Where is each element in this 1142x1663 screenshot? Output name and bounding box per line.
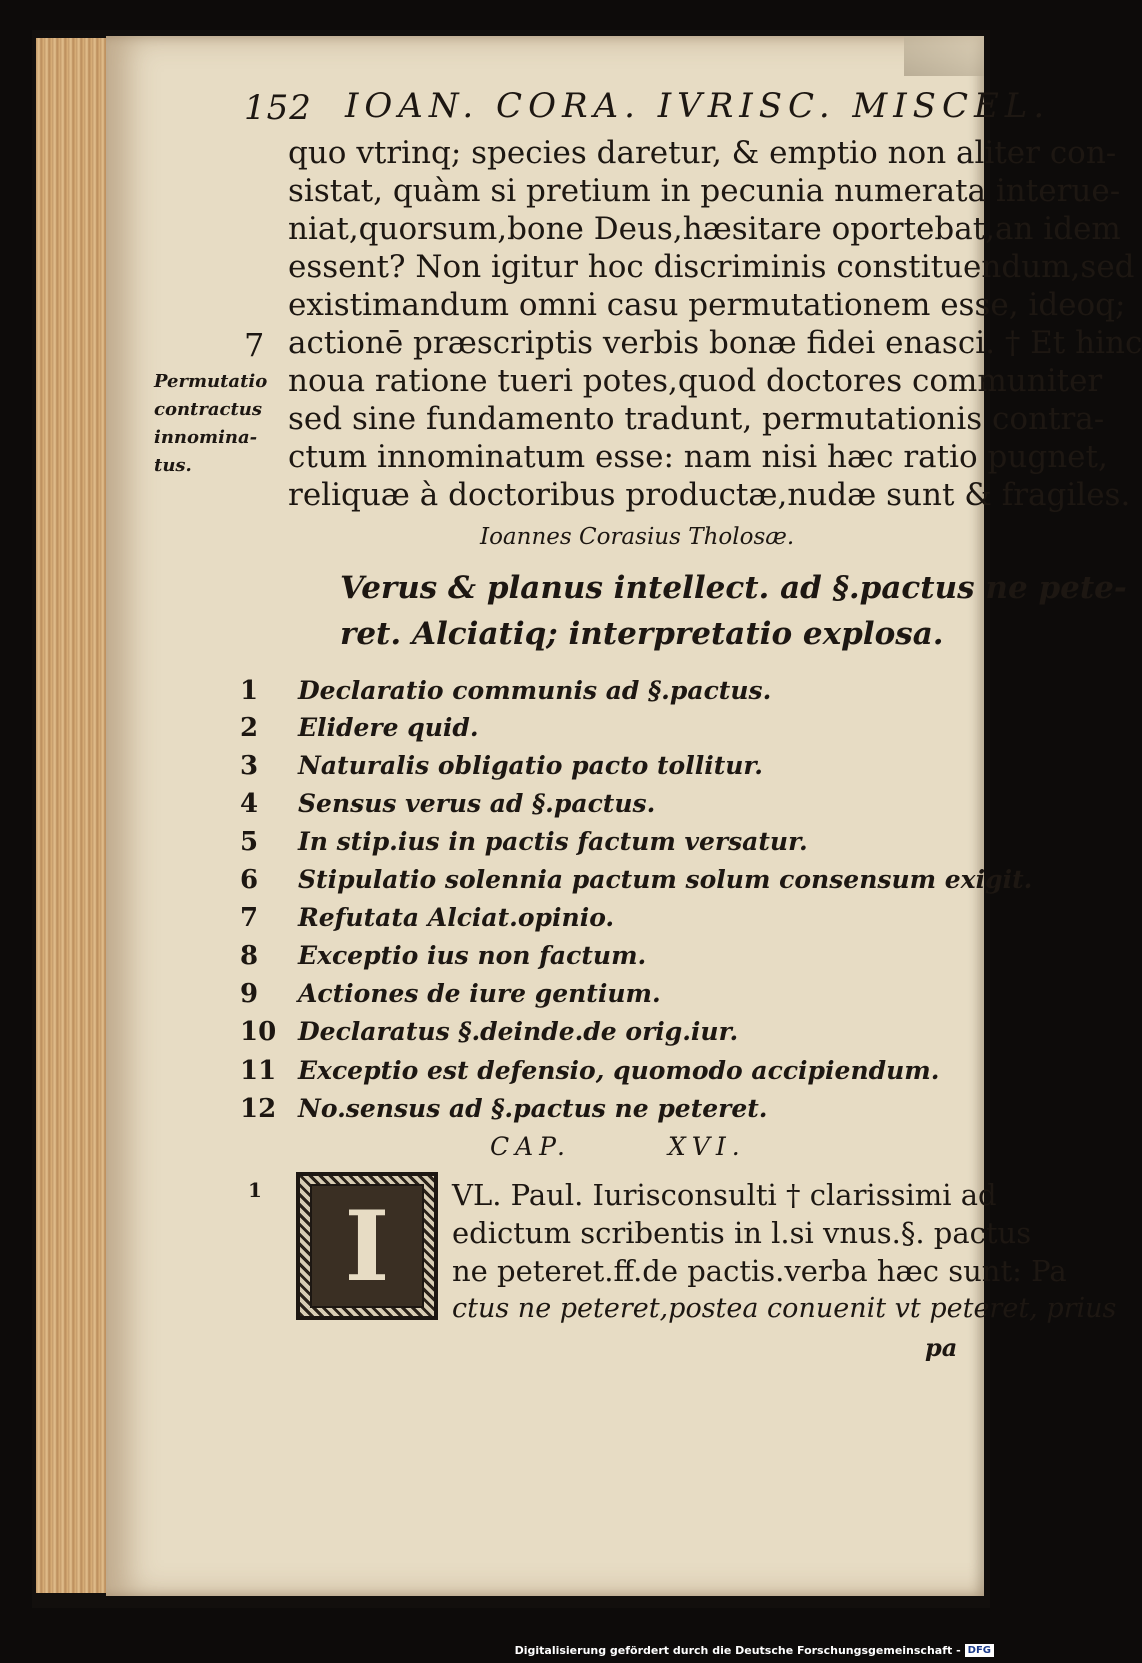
chapter-text-line: ctus ne peteret,postea conuenit vt peteret, prius	[452, 1293, 1117, 1324]
dfg-logo: DFG	[965, 1644, 994, 1657]
signature: Ioannes Corasius Tholosæ.	[480, 524, 795, 550]
summary-number: 12	[240, 1094, 277, 1124]
running-head: IOAN. CORA. IVRISC. MISCEL.	[345, 86, 1051, 126]
marginal-note-line: contractus	[154, 399, 263, 420]
summary-item: Actiones de iure gentium.	[298, 979, 661, 1008]
summary-number: 3	[240, 751, 259, 781]
summary-number: 2	[240, 713, 259, 743]
summary-number: 6	[240, 865, 259, 895]
chapter-heading-line: Verus & planus intellect. ad §.pactus ne pete-	[340, 570, 1127, 606]
body-line: actionē præscriptis verbis bonæ fidei enasci. † Et hinc	[288, 325, 1142, 361]
body-line: sistat, quàm si pretium in pecunia numerata interue-	[288, 173, 1121, 209]
body-line: essent? Non igitur hoc discriminis constituendum,sed	[288, 249, 1135, 285]
chapter-text-line: edictum scribentis in l.si vnus.§. pactus	[452, 1216, 1032, 1250]
body-line: noua ratione tueri potes,quod doctores communiter	[288, 363, 1103, 399]
catchword: pa	[925, 1333, 958, 1362]
chapter-text-line: ne peteret.ff.de pactis.verba hæc sunt: Pa	[452, 1254, 1067, 1288]
summary-item: Stipulatio solennia pactum solum consensum exigit.	[298, 865, 1033, 894]
body-line: reliquæ à doctoribus productæ,nudæ sunt & fragiles.	[288, 477, 1131, 513]
summary-number: 9	[240, 979, 259, 1009]
initial-letter: I	[344, 1189, 390, 1303]
chapter-label-cap: CAP.	[490, 1132, 571, 1161]
body-line: sed sine fundamento tradunt, permutationis contra-	[288, 401, 1105, 437]
summary-number: 11	[240, 1056, 277, 1086]
page-edge	[36, 38, 109, 1593]
summary-number: 5	[240, 827, 259, 857]
margin-number: 7	[244, 326, 265, 364]
body-line: existimandum omni casu permutationem esse, ideoq;	[288, 287, 1126, 323]
summary-number: 8	[240, 941, 259, 971]
digitization-footer	[515, 1644, 994, 1657]
decorated-initial	[296, 1172, 438, 1320]
summary-number: 1	[240, 676, 259, 706]
marginal-note-line: innomina-	[154, 427, 258, 448]
summary-number: 7	[240, 903, 259, 933]
summary-item: Exceptio ius non factum.	[298, 941, 647, 970]
summary-number: 4	[240, 789, 259, 819]
summary-number: 10	[240, 1017, 277, 1047]
chapter-heading-line: ret. Alciatiq; interpretatio explosa.	[340, 616, 944, 652]
summary-item: No.sensus ad §.pactus ne peteret.	[298, 1094, 768, 1123]
summary-item: In stip.ius in pactis factum versatur.	[298, 827, 808, 856]
chapter-text-line: VL. Paul. Iurisconsulti † clarissimi ad	[452, 1178, 997, 1212]
summary-item: Sensus verus ad §.pactus.	[298, 789, 656, 818]
chapter-side-number: 1	[248, 1178, 262, 1202]
marginal-note-line: Permutatio	[154, 371, 268, 392]
summary-item: Refutata Alciat.opinio.	[298, 903, 615, 932]
marginal-note-line: tus.	[154, 455, 192, 476]
page-number: 152	[244, 88, 312, 128]
summary-item: Naturalis obligatio pacto tollitur.	[298, 751, 764, 780]
footer-text: Digitalisierung gefördert durch die Deutsche Forschungsgemeinschaft -	[514, 1644, 961, 1657]
page-corner	[904, 36, 984, 76]
body-line: quo vtrinq; species daretur, & emptio non aliter con-	[288, 135, 1117, 171]
summary-item: Exceptio est defensio, quomodo accipiendum.	[298, 1056, 940, 1085]
summary-item: Declaratio communis ad §.pactus.	[298, 676, 772, 705]
body-line: ctum innominatum esse: nam nisi hæc ratio pugnet,	[288, 439, 1108, 475]
summary-item: Declaratus §.deinde.de orig.iur.	[298, 1017, 739, 1046]
chapter-label-number: XVI.	[668, 1132, 746, 1161]
summary-item: Elidere quid.	[298, 713, 479, 742]
body-line: niat,quorsum,bone Deus,hæsitare oportebat,an idem	[288, 211, 1121, 247]
